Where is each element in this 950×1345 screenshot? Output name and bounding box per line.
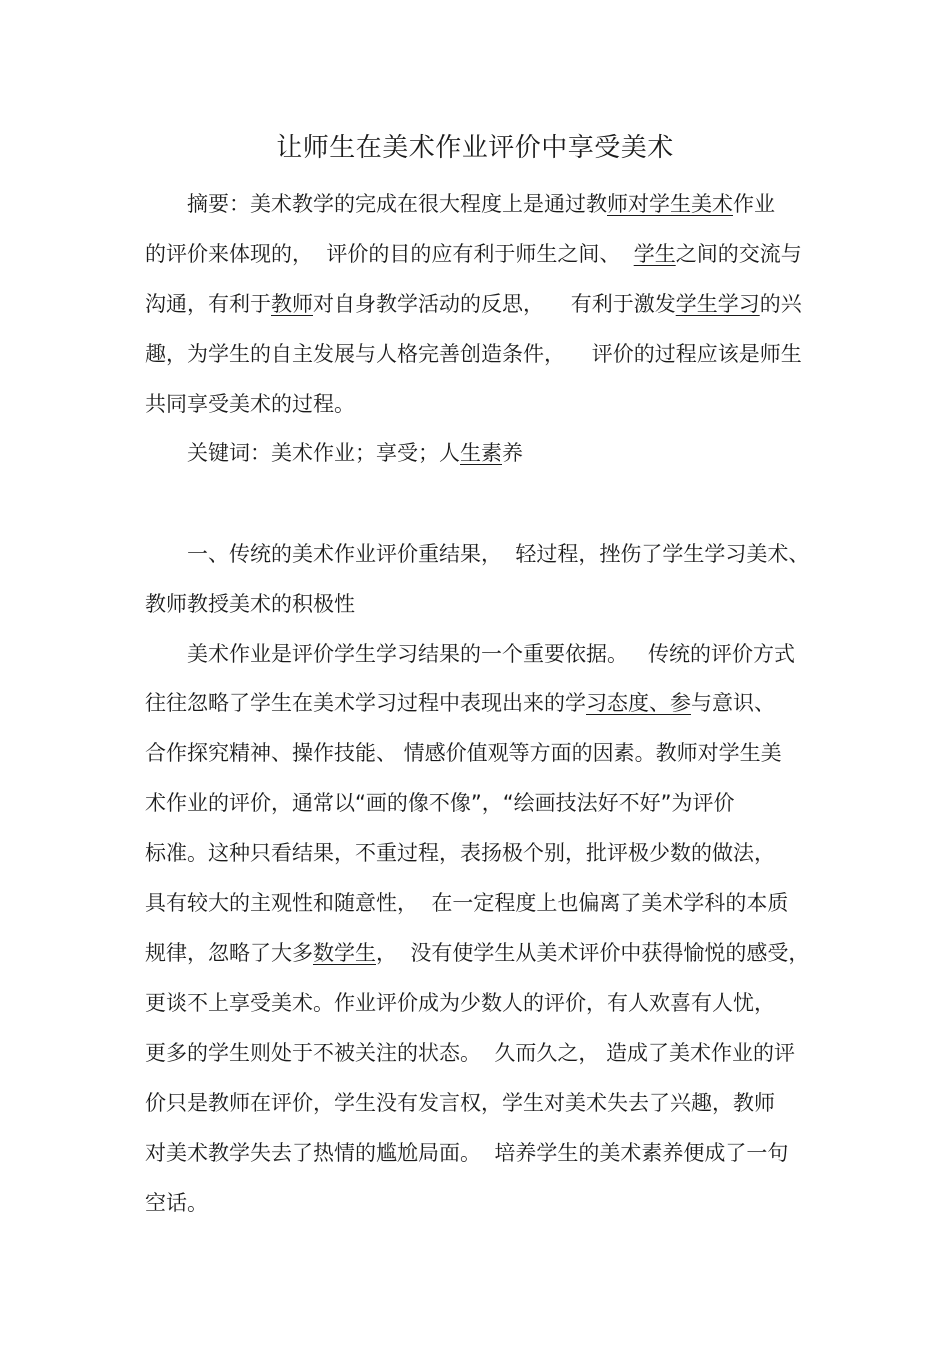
body-line-10: 价只是教师在评价，学生没有发言权，学生对美术失去了兴趣，教师 [145,1091,775,1115]
body-line-7 [145,938,809,968]
keywords-text: 养 [502,441,523,465]
body-line-11: 对美术教学失去了热情的尴尬局面。 培养学生的美术素养便成了一句 [145,1141,789,1165]
keywords-text: 关键词：美术作业；享受；人 [187,441,460,465]
abstract-line-4: 趣，为学生的自主发展与人格完善创造条件， 评价的过程应该是师生 [145,342,802,366]
abstract-line-5: 共同享受美术的过程。 [145,392,355,416]
body-text: 规律，忽略了大多 [145,941,313,965]
underlined-text: 学生 [633,242,676,266]
underlined-text: 教师 [271,292,313,316]
abstract-line-2 [145,239,802,269]
body-line-12: 空话。 [145,1191,208,1215]
abstract-text: 对自身教学活动的反思， 有利于激发 [313,292,676,316]
body-text: 与意识、 [691,691,775,715]
body-line-5: 标准。这种只看结果，不重过程，表扬极个别，批评极少数的做法， [145,841,775,865]
abstract-text: 沟通，有利于 [145,292,271,316]
body-line-2 [145,688,775,718]
abstract-text: 的评价来体现的， 评价的目的应有利于师生之间、 [145,242,634,266]
underlined-text: 数学生 [313,941,376,965]
underlined-text: 生素 [460,441,502,465]
underlined-text: 习态度、参 [586,691,691,715]
section-heading-line-2: 教师教授美术的积极性 [145,592,355,616]
body-line-8: 更谈不上享受美术。作业评价成为少数人的评价，有人欢喜有人忧， [145,991,775,1015]
abstract-text: 摘要：美术教学的完成在很大程度上是通过教 [187,192,607,216]
body-text: 往往忽略了学生在美术学习过程中表现出来的学 [145,691,586,715]
abstract-text: 作业 [733,192,775,216]
body-line-3: 合作探究精神、操作技能、 情感价值观等方面的因素。教师对学生美 [145,741,782,765]
abstract-line-1 [187,189,775,219]
body-line-9: 更多的学生则处于不被关注的状态。 久而久之， 造成了美术作业的评 [145,1041,796,1065]
underlined-text: 学生学习 [675,292,760,316]
keywords-line [187,438,523,468]
body-line-6: 具有较大的主观性和随意性， 在一定程度上也偏离了美术学科的本质 [145,891,789,915]
abstract-text: 之间的交流与 [675,242,802,266]
document-title: 让师生在美术作业评价中享受美术 [276,133,674,163]
abstract-text: 的兴 [759,292,802,316]
underlined-text: 师对学生美术 [607,192,733,216]
body-text: ， 没有使学生从美术评价中获得愉悦的感受， [376,941,810,965]
body-line-4: 术作业的评价，通常以“画的像不像”，“绘画技法好不好”为评价 [145,791,735,815]
body-line-1: 美术作业是评价学生学习结果的一个重要依据。 传统的评价方式 [187,642,796,666]
abstract-line-3 [145,289,802,319]
section-heading-line-1: 一、传统的美术作业评价重结果， 轻过程，挫伤了学生学习美术、 [187,542,810,566]
